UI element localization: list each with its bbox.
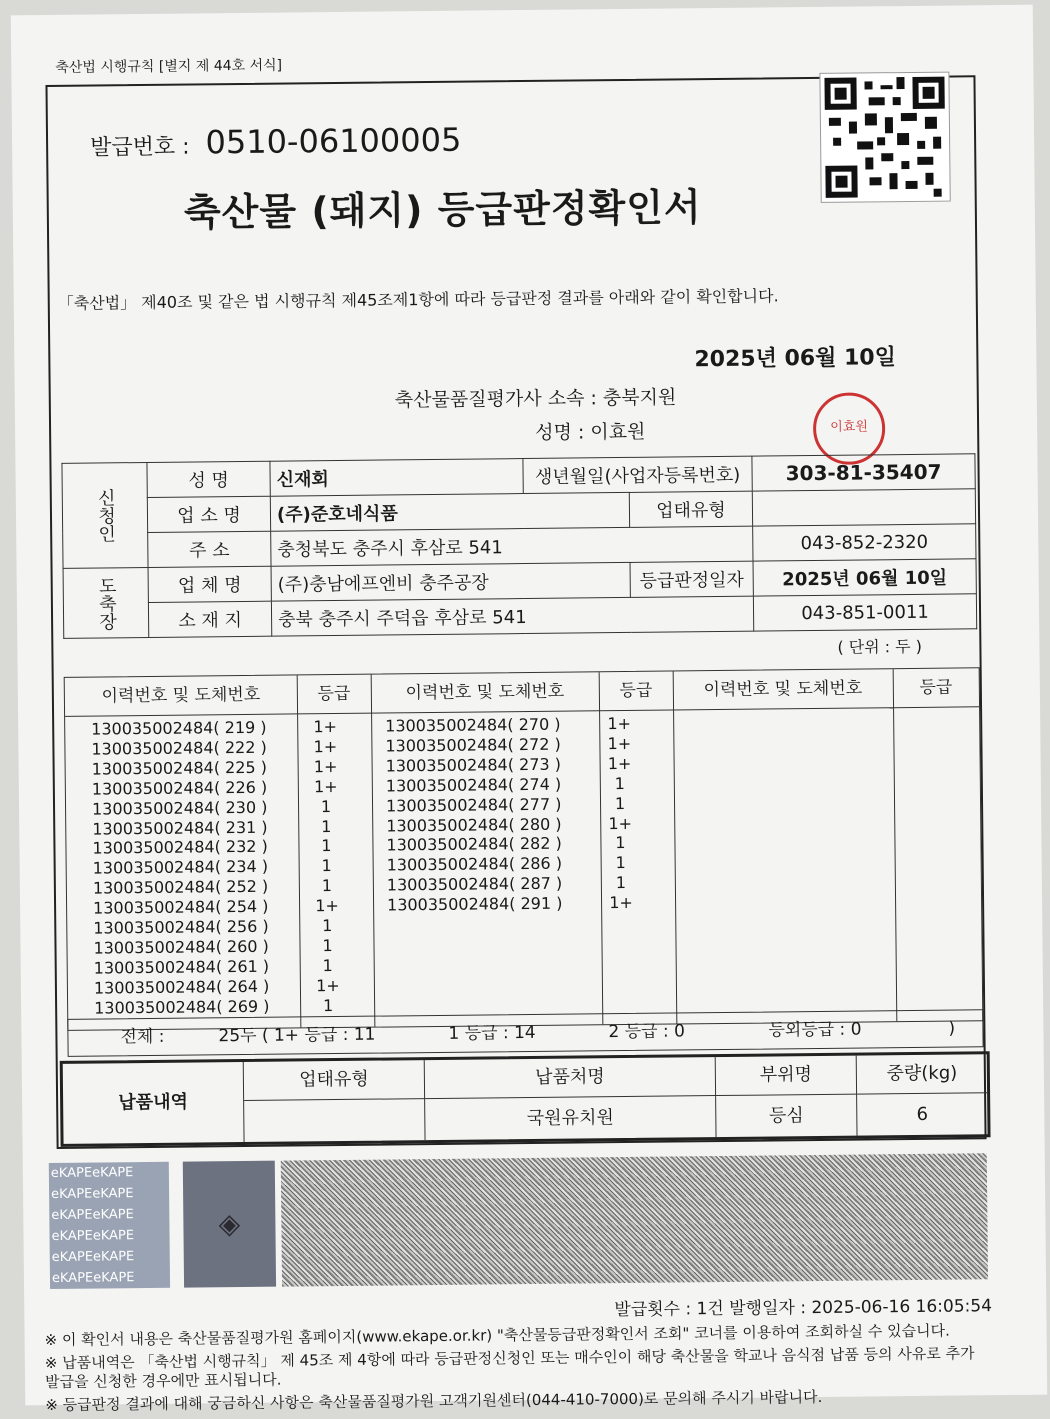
grade-value: 1+	[316, 975, 340, 996]
document-title: 축산물 (돼지) 등급판정확인서	[183, 185, 702, 235]
delivery-weight: 6	[916, 1103, 929, 1125]
applicant-phone: 043-852-2320	[753, 524, 976, 561]
grade-value: 1	[615, 873, 627, 893]
total-outgrade: 등외등급 : 0	[768, 1019, 862, 1041]
type-value	[752, 489, 975, 526]
grade-value: 1	[321, 876, 333, 896]
trace-number: 130035002484( 219 )	[91, 717, 267, 739]
trace-number: 130035002484( 256 )	[93, 916, 269, 938]
grade-value: 1	[321, 856, 332, 876]
plant-loc: 충북 충주시 주덕읍 후삼로 541	[271, 596, 753, 636]
grade-value: 1	[615, 853, 626, 873]
trace-number: 130035002484( 270 )	[385, 714, 561, 736]
applicant-name: 신재회	[270, 459, 523, 497]
trace-number: 130035002484( 287 )	[386, 873, 563, 895]
trace-number: 130035002484( 274 )	[385, 774, 562, 796]
grade-value: 1	[320, 796, 332, 816]
birth-value: 303-81-35407	[752, 454, 975, 491]
grade-value: 1+	[609, 893, 633, 913]
delivery-table	[60, 1051, 991, 1147]
trace-number: 130035002484( 260 )	[93, 936, 269, 958]
type-label: 업태유형	[629, 491, 752, 527]
note-3: ※ 등급판정 결과에 대해 궁금하신 사항은 축산물품질평가원 고객기원센터(044-410-7000)로 문의해 주시기 바랍니다.	[45, 1387, 823, 1415]
footnotes	[45, 1321, 976, 1419]
issue-number: 0510-06100005	[205, 120, 462, 162]
trace-number: 130035002484( 280 )	[386, 814, 562, 836]
col3-grade-header: 등급	[893, 668, 979, 708]
grade-value: 1	[322, 936, 333, 956]
grade-value: 1+	[313, 736, 338, 757]
trace-number: 130035002484( 269 )	[94, 996, 270, 1018]
grade-value: 1+	[313, 756, 338, 777]
trace-number: 130035002484( 261 )	[93, 956, 270, 978]
grade-value: 1	[321, 816, 332, 836]
grade-value: 1+	[607, 733, 632, 754]
total-grade2: 2 등급 : 0	[608, 1021, 685, 1043]
issue-number-line	[90, 121, 462, 163]
name-label: 성 명	[147, 461, 270, 497]
carcass-row	[387, 893, 667, 916]
carcass-grid	[64, 667, 984, 1031]
delivery-part-header: 부위명	[716, 1056, 857, 1096]
grade-value: 1	[614, 793, 626, 813]
grader-name: 성명 : 이효원	[535, 420, 646, 444]
grade-value: 1	[615, 833, 626, 853]
grade-value: 1	[321, 836, 332, 856]
birth-label: 생년월일(사업자등록번호)	[523, 456, 752, 493]
trace-number: 130035002484( 286 )	[386, 854, 563, 875]
biz-value: (주)준호네식품	[270, 492, 629, 531]
issue-footer: 발급횟수 : 1건 발행일자 : 2025-06-16 16:05:54	[614, 1296, 993, 1321]
issue-date: 2025년 06월 10일	[694, 345, 897, 373]
issue-label: 발급번호 :	[90, 134, 190, 161]
trace-number: 130035002484( 252 )	[92, 876, 269, 898]
plant-name: (주)충남에프엔비 충주공장	[271, 562, 630, 601]
biz-label: 업 소 명	[147, 496, 270, 532]
plant-phone: 043-851-0011	[753, 594, 976, 631]
col3-header: 이력번호 및 도체번호	[673, 669, 893, 710]
total-count: 25두 ( 1+ 등급 : 11	[218, 1024, 376, 1047]
security-strip	[49, 1153, 990, 1293]
hologram-mark-icon: ◈	[183, 1161, 276, 1288]
certificate-page	[11, 5, 1047, 1415]
applicant-table	[61, 453, 977, 639]
trace-number: 130035002484( 254 )	[93, 896, 269, 918]
trace-number: 130035002484( 232 )	[92, 837, 268, 859]
delivery-type	[244, 1099, 425, 1142]
trace-number: 130035002484( 282 )	[386, 834, 562, 855]
delivery-type-header: 업태유형	[244, 1060, 425, 1101]
trace-number: 130035002484( 291 )	[386, 893, 563, 915]
plant-section-label: 도축장	[63, 567, 149, 638]
grade-value: 1+	[608, 813, 633, 833]
col2-rows	[385, 714, 667, 916]
grade-value: 1+	[313, 717, 338, 737]
trace-number: 130035002484( 231 )	[92, 817, 268, 839]
note-2: ※ 납품내역은 「축산법 시행규칙」 제 45조 제 4항에 따라 등급판정신청인 또는 매수인이 해당 축산물을 학교나 음식점 납품 등의 사유로 추가 발급을 신청한 경우에만 표시됩니다.	[44, 1344, 975, 1392]
grade-value: 1	[322, 916, 333, 936]
qr-code-icon	[819, 72, 950, 203]
applicant-section-label: 신청인	[62, 462, 148, 568]
grade-value: 1+	[315, 896, 339, 916]
carcass-row	[94, 995, 374, 1018]
trace-number: 130035002484( 277 )	[385, 794, 562, 816]
note-1: ※ 이 확인서 내용은 축산물품질평가원 홈페이지(www.ekape.or.kr) "축산물등급판정확인서 조회" 코너를 이용하여 조회하실 수 있습니다.	[44, 1321, 950, 1350]
trace-number: 130035002484( 226 )	[91, 777, 268, 799]
security-barcode-pattern	[281, 1153, 988, 1286]
grading-date: 2025년 06월 10일	[753, 559, 976, 596]
plant-name-label: 업 체 명	[148, 566, 271, 602]
grade-value: 1+	[313, 776, 338, 796]
trace-number: 130035002484( 272 )	[385, 734, 561, 756]
col2-grade-header: 등급	[599, 671, 673, 711]
trace-number: 130035002484( 273 )	[385, 754, 562, 776]
total-label: 전체 :	[120, 1026, 165, 1048]
grade-value: 1+	[607, 753, 632, 773]
grader-affiliation: 축산물품질평가사 소속 : 충북지원	[394, 386, 677, 412]
plant-loc-label: 소 재 지	[148, 601, 271, 637]
col1-rows	[91, 717, 374, 1019]
grade-value: 1	[322, 955, 333, 976]
intro-statement: 「축산법」 제40조 및 같은 법 시행규칙 제45조제1항에 따라 등급판정 결과를 아래와 같이 확인합니다.	[57, 286, 779, 313]
total-grade1: 1 등급 : 14	[448, 1022, 536, 1044]
grade-value: 1+	[607, 713, 632, 734]
delivery-name-header: 납품처명	[425, 1057, 716, 1099]
col1-header: 이력번호 및 도체번호	[65, 675, 297, 716]
col1-grade-header: 등급	[297, 675, 371, 715]
trace-number: 130035002484( 264 )	[93, 976, 270, 998]
col2-header: 이력번호 및 도체번호	[371, 672, 599, 713]
grade-value: 1	[322, 995, 334, 1015]
form-label: 축산법 시행규칙 [별지 제 44호 서식]	[55, 57, 283, 76]
total-close: )	[948, 1018, 956, 1039]
grading-date-label: 등급판정일자	[630, 561, 753, 597]
delivery-name: 국원유치원	[425, 1096, 716, 1140]
grade-value: 1	[614, 773, 626, 793]
trace-number: 130035002484( 222 )	[91, 737, 267, 759]
unit-label: ( 단위 : 두 )	[837, 636, 923, 657]
seal-text: 이효원	[830, 419, 869, 435]
delivery-part: 등심	[716, 1095, 857, 1137]
addr-label: 주 소	[148, 531, 271, 567]
trace-number: 130035002484( 230 )	[91, 797, 268, 819]
delivery-weight-header: 중량(kg)	[857, 1054, 987, 1094]
trace-number: 130035002484( 234 )	[92, 857, 269, 878]
delivery-label: 납품내역	[63, 1062, 245, 1144]
ekape-watermark: eKAPEeKAPE eKAPEeKAPE eKAPEeKAPE eKAPEeKAPE eKAPEeKAPE eKAPEeKAPE	[49, 1162, 170, 1289]
addr-value: 충청북도 충주시 후삼로 541	[271, 526, 753, 566]
trace-number: 130035002484( 225 )	[91, 757, 268, 779]
